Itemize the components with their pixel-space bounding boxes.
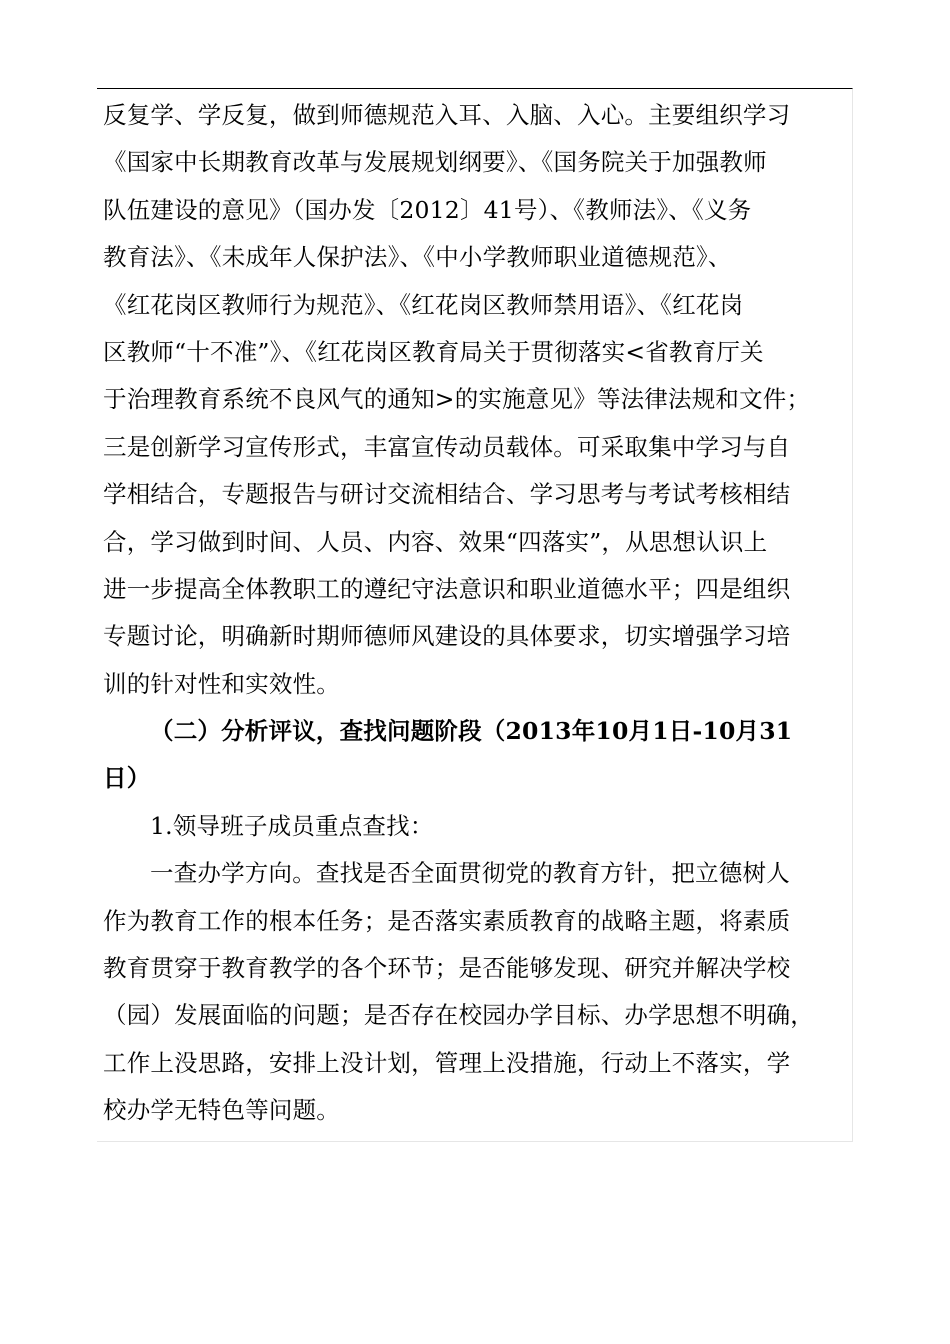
text-line: 进一步提高全体教职工的遵纪守法意识和职业道德水平；四是组织 xyxy=(103,574,791,603)
text-line: 合，学习做到时间、人员、内容、效果“四落实”，从思想认识上 xyxy=(103,527,768,556)
paragraph-study-materials xyxy=(103,92,845,708)
text-line: 训的针对性和实效性。 xyxy=(103,669,340,698)
list-item-leadership: 1.领导班子成员重点查找： xyxy=(150,811,434,840)
section-heading xyxy=(103,708,845,803)
text-line: 专题讨论，明确新时期师德师风建设的具体要求，切实增强学习培 xyxy=(103,622,791,651)
text-line: 《红花岗区教师行为规范》、《红花岗区教师禁用语》、《红花岗 xyxy=(103,290,744,319)
text-line: 《国家中长期教育改革与发展规划纲要》、《国务院关于加强教师 xyxy=(103,148,767,177)
heading-line: 日） xyxy=(103,764,151,793)
paragraph-school-direction xyxy=(103,850,845,1134)
heading-line: （二）分析评议，查找问题阶段（2013年10月1日-10月31 xyxy=(150,717,793,746)
text-line: 于治理教育系统不良风气的通知>的实施意见》等法律法规和文件； xyxy=(103,385,811,414)
text-line: 校办学无特色等问题。 xyxy=(103,1096,340,1125)
document-body xyxy=(103,92,845,1135)
text-line: （园）发展面临的问题；是否存在校园办学目标、办学思想不明确， xyxy=(103,1001,814,1030)
text-line: 三是创新学习宣传形式，丰富宣传动员载体。可采取集中学习与自 xyxy=(103,432,791,461)
text-line: 作为教育工作的根本任务；是否落实素质教育的战略主题，将素质 xyxy=(103,906,791,935)
text-line: 队伍建设的意见》（国办发〔2012〕41号）、《教师法》、《义务 xyxy=(103,195,752,224)
text-line: 反复学、学反复，做到师德规范入耳、入脑、入心。主要组织学习 xyxy=(103,101,791,129)
text-line: 一查办学方向。查找是否全面贯彻党的教育方针，把立德树人 xyxy=(150,859,790,888)
text-line: 工作上没思路，安排上没计划，管理上没措施，行动上不落实，学 xyxy=(103,1048,791,1077)
text-line: 学相结合，专题报告与研讨交流相结合、学习思考与考试考核相结 xyxy=(103,480,791,509)
text-line: 教育贯穿于教育教学的各个环节；是否能够发现、研究并解决学校 xyxy=(103,954,791,983)
text-line: 区教师“十不准”》、《红花岗区教育局关于贯彻落实<省教育厅关 xyxy=(103,337,764,366)
text-line: 教育法》、《未成年人保护法》、《中小学教师职业道德规范》、 xyxy=(103,243,732,272)
